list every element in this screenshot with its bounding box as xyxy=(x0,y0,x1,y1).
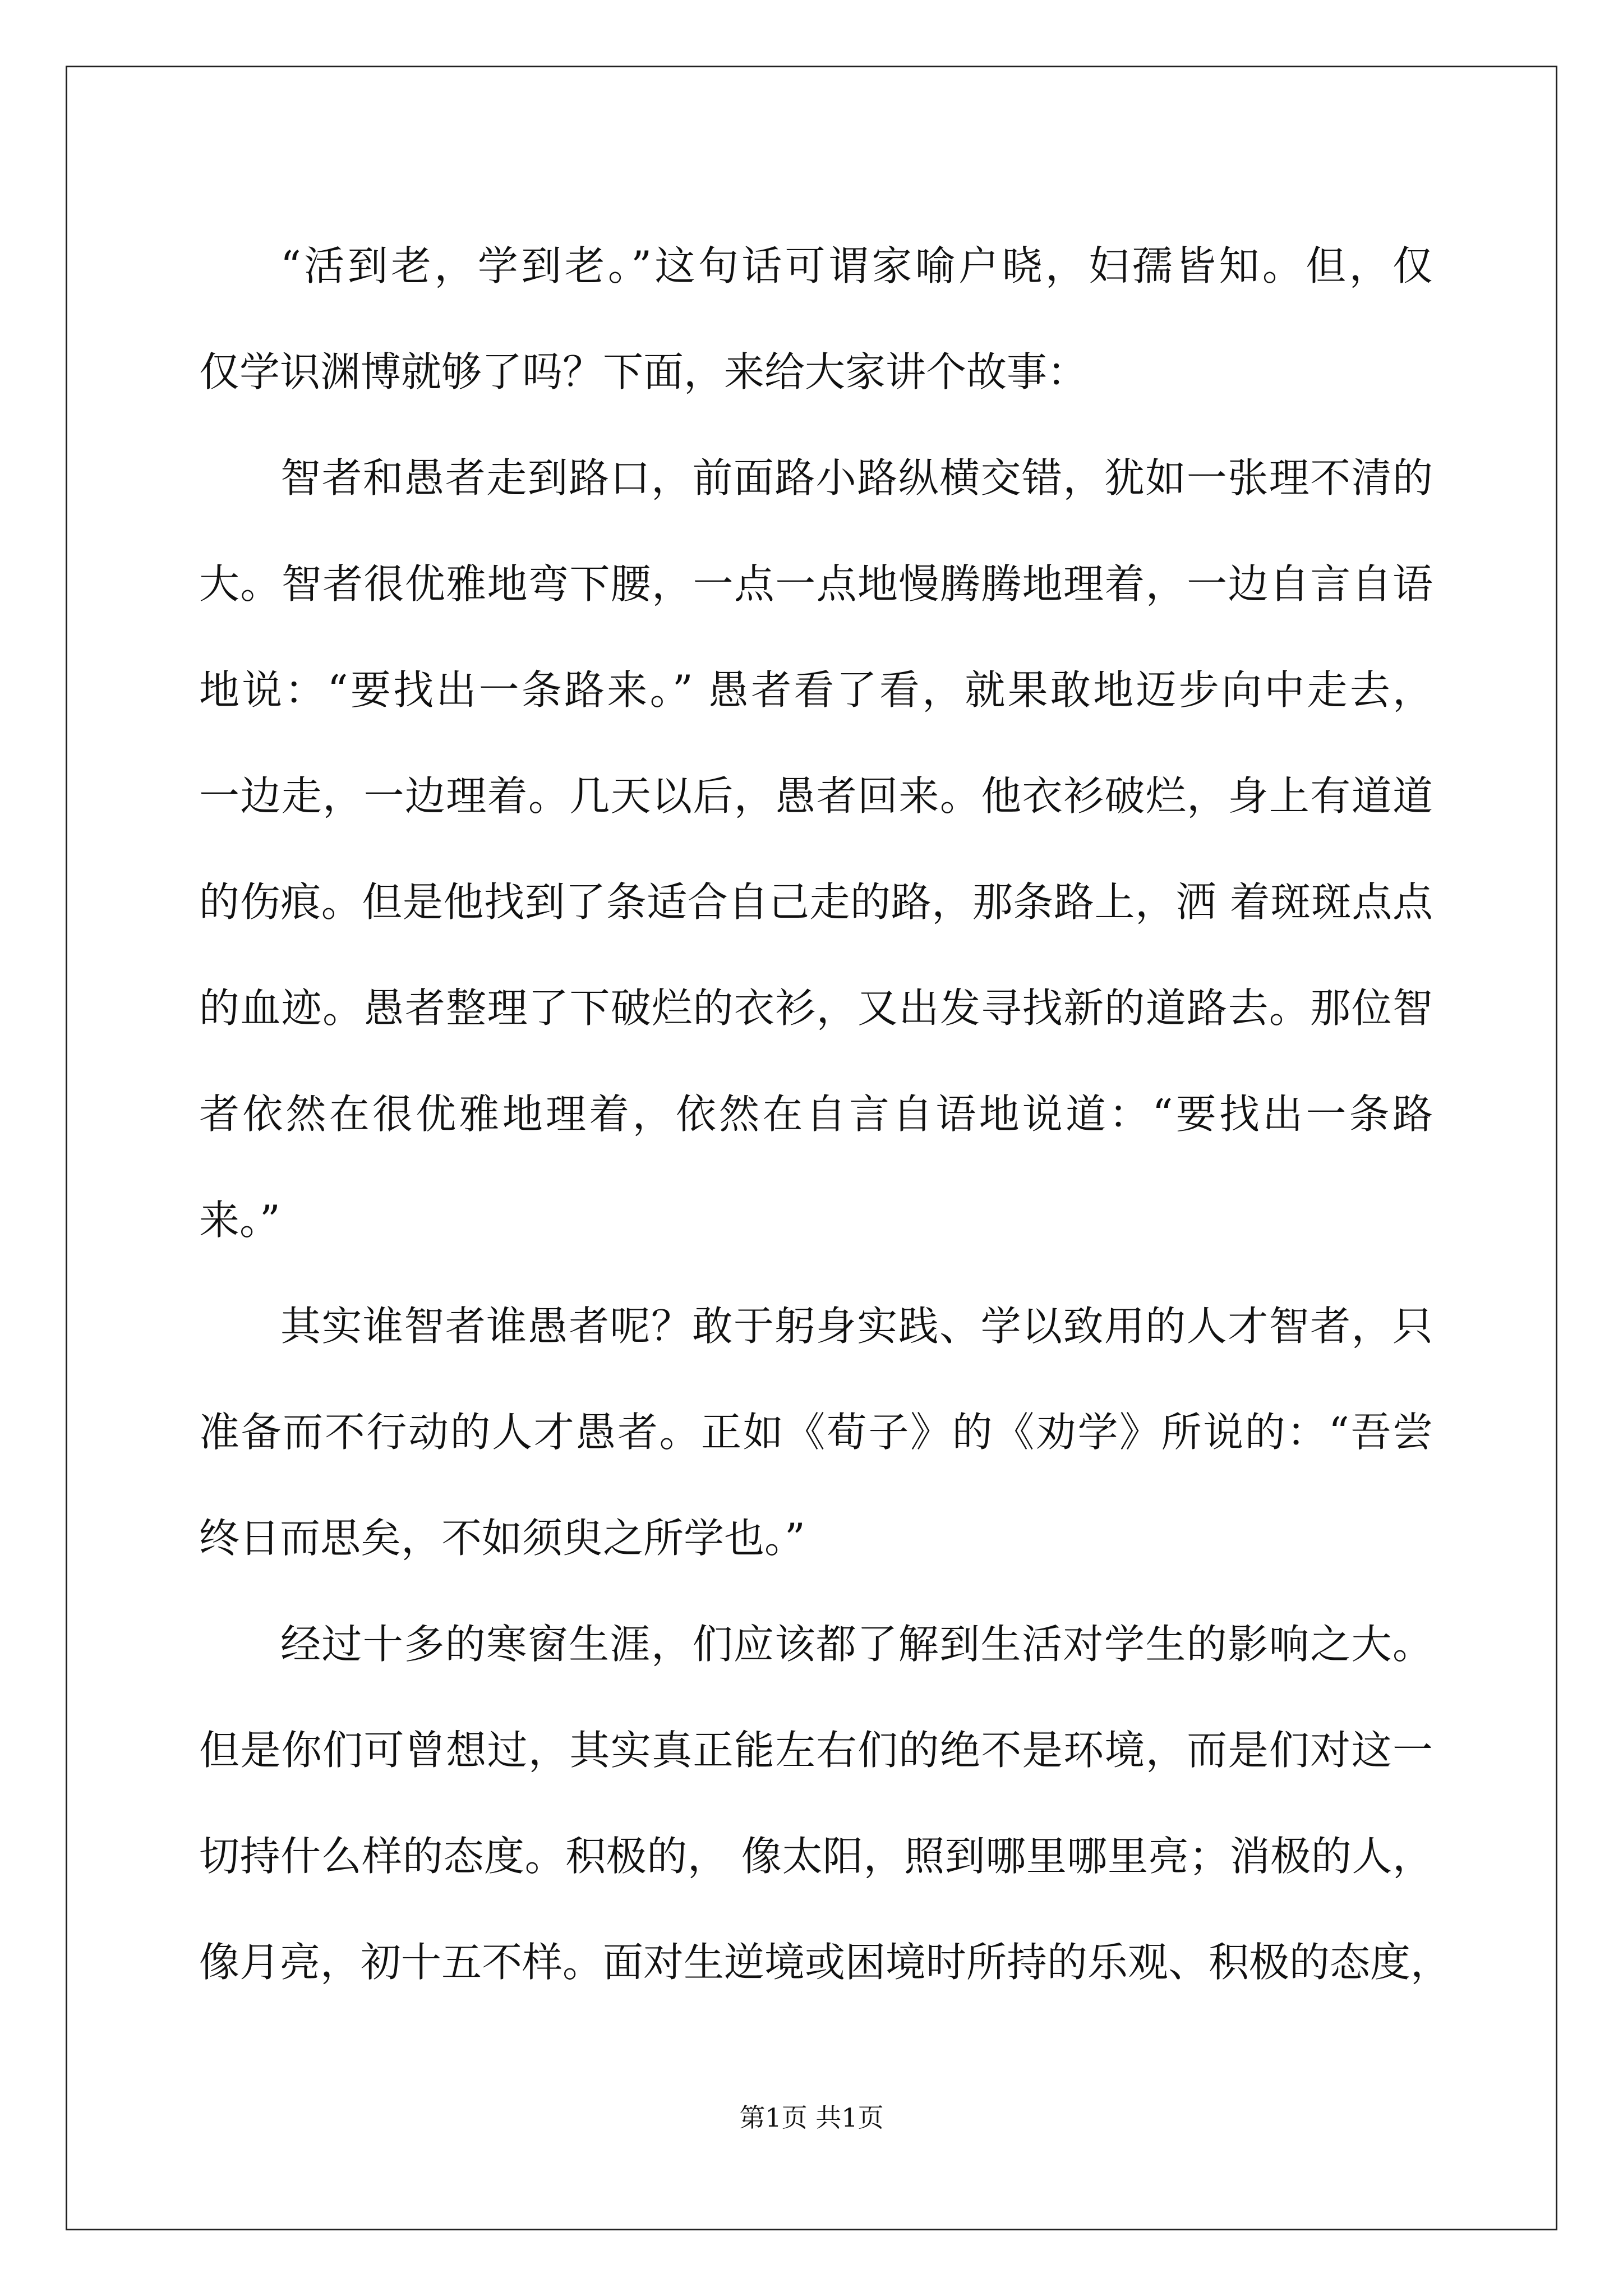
text-line: 经过十多的寒窗生涯，们应该都了解到生活对学生的影响之大。 xyxy=(280,1621,1433,1668)
text-line: 的血迹。愚者整理了下破烂的衣衫，又出发寻找新的道路去。那位智 xyxy=(199,984,1433,1032)
text-line: 的伤痕。但是他找到了条适合自己走的路，那条路上，洒 着斑斑点点 xyxy=(199,878,1433,926)
text-line: “活到老，学到老。”这句话可谓家喻户晓，妇孺皆知。但，仅 xyxy=(280,242,1433,289)
text-line: 来。” xyxy=(199,1197,280,1244)
text-line: 其实谁智者谁愚者呢？敢于躬身实践、学以致用的人才智者，只 xyxy=(280,1303,1433,1350)
page-footer: 第1页 共1页 xyxy=(739,2102,884,2133)
text-line: 地说：“要找出一条路来。” 愚者看了看，就果敢地迈步向中走去， xyxy=(199,666,1433,714)
text-line: 像月亮，初十五不样。面对生逆境或困境时所持的乐观、积极的态度， xyxy=(199,1939,1451,1986)
text-line: 大。智者很优雅地弯下腰，一点一点地慢腾腾地理着，一边自言自语 xyxy=(199,560,1433,608)
text-line: 仅学识渊博就够了吗？下面，来给大家讲个故事： xyxy=(199,348,1088,395)
text-line: 但是你们可曾想过，其实真正能左右们的绝不是环境，而是们对这一 xyxy=(199,1727,1433,1774)
text-line: 切持什么样的态度。积极的， 像太阳，照到哪里哪里亮；消极的人， xyxy=(199,1833,1433,1880)
text-line: 一边走，一边理着。几天以后，愚者回来。他衣衫破烂，身上有道道 xyxy=(199,772,1433,820)
text-line: 终日而思矣，不如须臾之所学也。” xyxy=(199,1515,805,1562)
document-body xyxy=(199,213,1451,2016)
text-line: 智者和愚者走到路口，前面路小路纵横交错，犹如一张理不清的 xyxy=(280,454,1433,501)
text-line: 准备而不行动的人才愚者。正如《荀子》的《劝学》所说的：“吾尝 xyxy=(199,1409,1433,1456)
text-line: 者依然在很优雅地理着，依然在自言自语地说道：“要找出一条路 xyxy=(199,1091,1433,1138)
